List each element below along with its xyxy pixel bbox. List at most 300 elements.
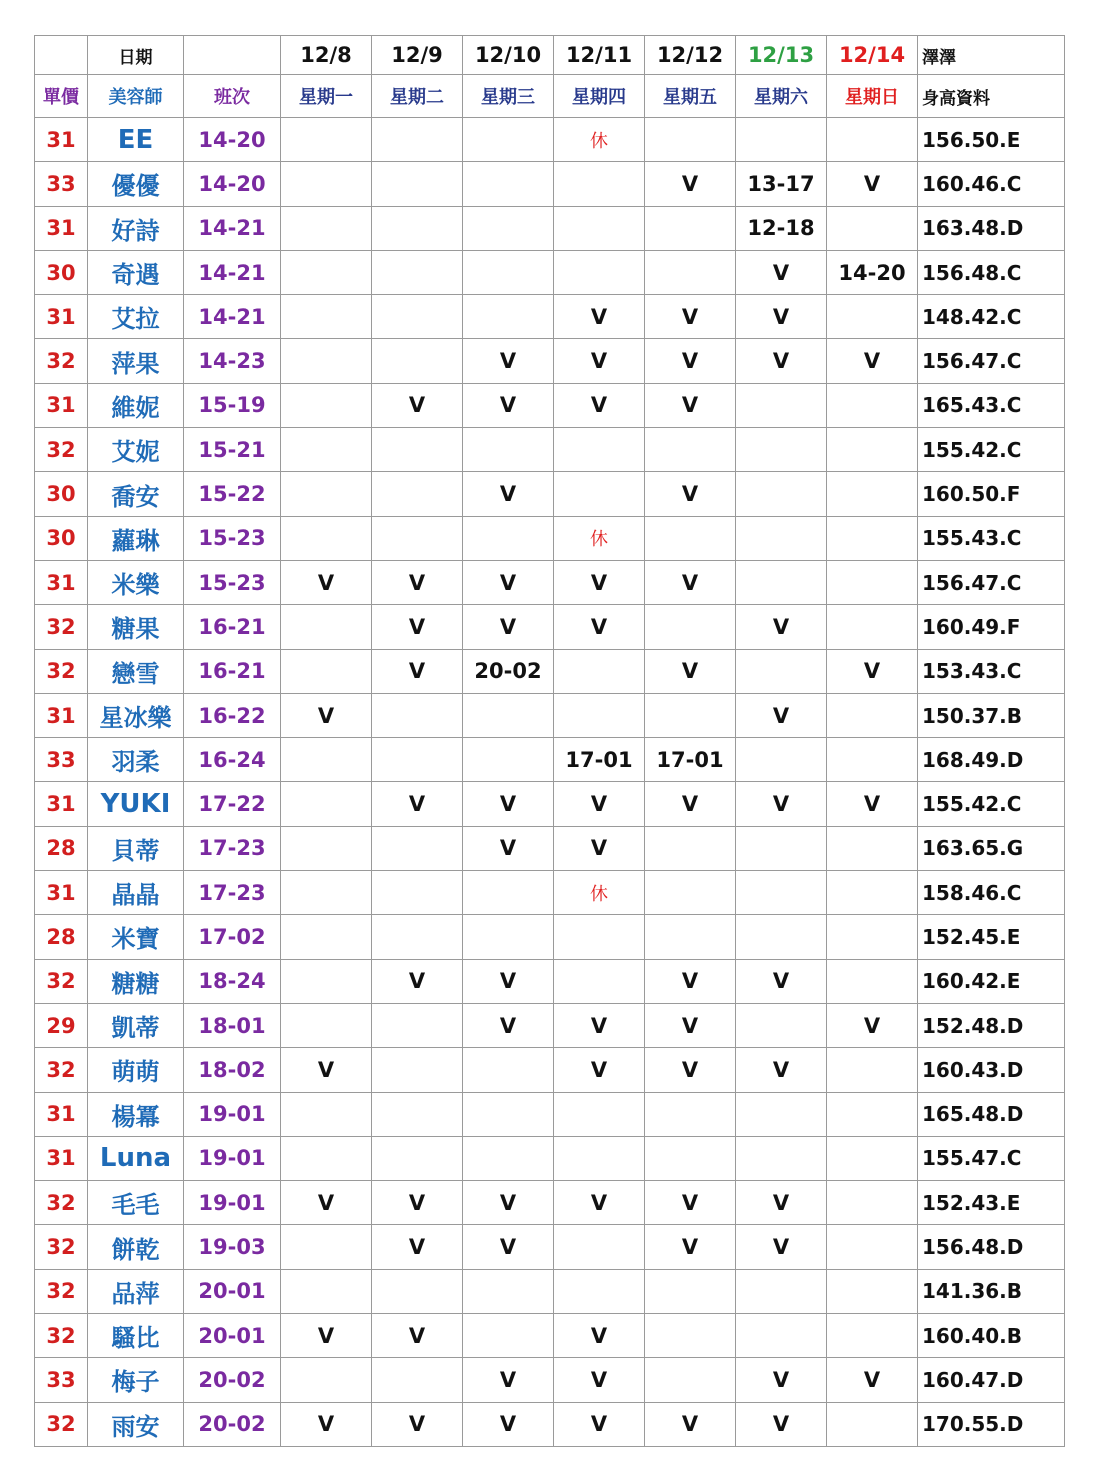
day-cell: V bbox=[281, 1181, 372, 1225]
stats-cell: 160.47.D bbox=[918, 1358, 1065, 1402]
stylist-name: 優優 bbox=[88, 162, 184, 206]
day-cell bbox=[463, 1269, 554, 1313]
stylist-name: 米樂 bbox=[88, 560, 184, 604]
table-row bbox=[35, 1181, 1065, 1225]
shift-cell: 16-22 bbox=[184, 693, 281, 737]
day-cell bbox=[372, 1269, 463, 1313]
table-row bbox=[35, 959, 1065, 1003]
stats-cell: 163.65.G bbox=[918, 826, 1065, 870]
shift-cell: 16-21 bbox=[184, 605, 281, 649]
day-cell bbox=[827, 915, 918, 959]
day-cell bbox=[827, 295, 918, 339]
day-cell bbox=[463, 1136, 554, 1180]
day-cell: V bbox=[281, 693, 372, 737]
table-row bbox=[35, 472, 1065, 516]
shift-cell: 17-23 bbox=[184, 826, 281, 870]
day-cell bbox=[645, 250, 736, 294]
date-header: 12/8 bbox=[281, 36, 372, 75]
day-cell bbox=[827, 1136, 918, 1180]
day-off-cell: 休 bbox=[554, 118, 645, 162]
price-cell: 31 bbox=[35, 693, 88, 737]
day-cell bbox=[463, 693, 554, 737]
manager-name: 澤澤 bbox=[918, 36, 1065, 75]
day-cell bbox=[827, 383, 918, 427]
stylist-name: 羽柔 bbox=[88, 738, 184, 782]
day-cell bbox=[645, 1136, 736, 1180]
day-cell bbox=[645, 693, 736, 737]
day-cell bbox=[281, 738, 372, 782]
price-cell: 32 bbox=[35, 1269, 88, 1313]
corner-cell bbox=[35, 36, 88, 75]
stats-cell: 160.49.F bbox=[918, 605, 1065, 649]
shift-cell: 14-23 bbox=[184, 339, 281, 383]
day-cell: V bbox=[827, 782, 918, 826]
price-cell: 31 bbox=[35, 1136, 88, 1180]
day-cell bbox=[372, 1092, 463, 1136]
day-cell: V bbox=[372, 649, 463, 693]
day-cell bbox=[372, 428, 463, 472]
shift-cell: 15-21 bbox=[184, 428, 281, 472]
stylist-name: 騷比 bbox=[88, 1314, 184, 1358]
day-cell bbox=[281, 339, 372, 383]
schedule-table bbox=[34, 35, 1065, 1447]
day-cell: V bbox=[463, 959, 554, 1003]
day-cell bbox=[645, 206, 736, 250]
day-cell bbox=[736, 472, 827, 516]
day-cell bbox=[645, 605, 736, 649]
stats-cell: 158.46.C bbox=[918, 871, 1065, 915]
shift-cell: 17-22 bbox=[184, 782, 281, 826]
stats-cell: 160.50.F bbox=[918, 472, 1065, 516]
table-row bbox=[35, 693, 1065, 737]
day-cell bbox=[645, 1314, 736, 1358]
day-cell bbox=[554, 959, 645, 1003]
day-cell: V bbox=[372, 1402, 463, 1446]
day-cell bbox=[827, 605, 918, 649]
day-cell: V bbox=[463, 826, 554, 870]
day-cell: 13-17 bbox=[736, 162, 827, 206]
shift-cell: 14-21 bbox=[184, 250, 281, 294]
price-cell: 32 bbox=[35, 1225, 88, 1269]
stylist-name: 喬安 bbox=[88, 472, 184, 516]
day-cell bbox=[736, 383, 827, 427]
price-cell: 32 bbox=[35, 1402, 88, 1446]
day-cell: V bbox=[554, 1402, 645, 1446]
shift-column-header: 班次 bbox=[184, 75, 281, 118]
stats-cell: 156.48.C bbox=[918, 250, 1065, 294]
stats-cell: 155.42.C bbox=[918, 428, 1065, 472]
price-cell: 28 bbox=[35, 915, 88, 959]
day-cell: V bbox=[372, 605, 463, 649]
day-cell bbox=[281, 516, 372, 560]
stylist-name: 蘿琳 bbox=[88, 516, 184, 560]
day-cell: V bbox=[372, 560, 463, 604]
day-cell: V bbox=[645, 1402, 736, 1446]
day-cell: V bbox=[372, 959, 463, 1003]
day-cell bbox=[281, 915, 372, 959]
day-cell: V bbox=[372, 383, 463, 427]
day-cell: V bbox=[736, 693, 827, 737]
day-cell bbox=[827, 206, 918, 250]
shift-cell: 18-24 bbox=[184, 959, 281, 1003]
day-cell bbox=[736, 1269, 827, 1313]
day-cell bbox=[827, 472, 918, 516]
day-cell bbox=[736, 649, 827, 693]
table-row bbox=[35, 871, 1065, 915]
price-cell: 32 bbox=[35, 1048, 88, 1092]
day-cell: V bbox=[372, 1225, 463, 1269]
price-cell: 31 bbox=[35, 118, 88, 162]
table-row bbox=[35, 560, 1065, 604]
day-cell bbox=[827, 1225, 918, 1269]
day-cell bbox=[645, 428, 736, 472]
day-cell bbox=[372, 693, 463, 737]
day-cell: V bbox=[645, 649, 736, 693]
day-cell: V bbox=[281, 560, 372, 604]
stylist-name: 品萍 bbox=[88, 1269, 184, 1313]
day-cell bbox=[554, 693, 645, 737]
day-cell bbox=[827, 560, 918, 604]
day-cell bbox=[281, 1003, 372, 1047]
day-cell bbox=[827, 118, 918, 162]
day-cell bbox=[372, 206, 463, 250]
stats-cell: 155.47.C bbox=[918, 1136, 1065, 1180]
day-cell bbox=[827, 1269, 918, 1313]
table-row bbox=[35, 295, 1065, 339]
stats-cell: 152.45.E bbox=[918, 915, 1065, 959]
day-cell bbox=[827, 1402, 918, 1446]
day-cell: V bbox=[736, 1358, 827, 1402]
day-cell: V bbox=[554, 339, 645, 383]
stats-cell: 170.55.D bbox=[918, 1402, 1065, 1446]
day-cell bbox=[554, 162, 645, 206]
price-cell: 33 bbox=[35, 738, 88, 782]
day-cell bbox=[281, 428, 372, 472]
day-cell bbox=[372, 295, 463, 339]
day-cell bbox=[463, 295, 554, 339]
day-cell: V bbox=[463, 383, 554, 427]
stats-cell: 148.42.C bbox=[918, 295, 1065, 339]
stats-cell: 156.50.E bbox=[918, 118, 1065, 162]
stylist-name: 星冰樂 bbox=[88, 693, 184, 737]
stats-cell: 150.37.B bbox=[918, 693, 1065, 737]
day-cell: V bbox=[463, 560, 554, 604]
day-cell: V bbox=[554, 1314, 645, 1358]
price-cell: 32 bbox=[35, 959, 88, 1003]
day-cell bbox=[372, 915, 463, 959]
table-row bbox=[35, 1048, 1065, 1092]
stats-cell: 160.43.D bbox=[918, 1048, 1065, 1092]
weekday-header: 星期六 bbox=[736, 75, 827, 118]
table-row bbox=[35, 516, 1065, 560]
day-cell bbox=[281, 162, 372, 206]
price-cell: 29 bbox=[35, 1003, 88, 1047]
date-label: 日期 bbox=[88, 36, 184, 75]
day-cell bbox=[372, 1003, 463, 1047]
day-cell bbox=[463, 250, 554, 294]
stylist-name: 楊冪 bbox=[88, 1092, 184, 1136]
day-cell: V bbox=[827, 649, 918, 693]
day-cell bbox=[372, 516, 463, 560]
day-cell bbox=[463, 915, 554, 959]
day-cell bbox=[281, 250, 372, 294]
weekday-header: 星期二 bbox=[372, 75, 463, 118]
stats-cell: 156.47.C bbox=[918, 339, 1065, 383]
shift-cell: 15-19 bbox=[184, 383, 281, 427]
day-cell bbox=[463, 428, 554, 472]
price-cell: 32 bbox=[35, 339, 88, 383]
day-cell bbox=[554, 649, 645, 693]
day-cell bbox=[281, 1269, 372, 1313]
day-cell bbox=[554, 250, 645, 294]
day-cell bbox=[281, 649, 372, 693]
price-cell: 30 bbox=[35, 472, 88, 516]
day-cell: V bbox=[463, 1181, 554, 1225]
stats-cell: 160.42.E bbox=[918, 959, 1065, 1003]
day-cell bbox=[736, 118, 827, 162]
day-cell: V bbox=[736, 1181, 827, 1225]
stats-cell: 165.48.D bbox=[918, 1092, 1065, 1136]
table-row bbox=[35, 605, 1065, 649]
day-cell: V bbox=[645, 560, 736, 604]
date-header-sunday: 12/14 bbox=[827, 36, 918, 75]
day-cell bbox=[372, 162, 463, 206]
day-cell bbox=[554, 1136, 645, 1180]
price-cell: 33 bbox=[35, 162, 88, 206]
day-cell bbox=[645, 1358, 736, 1402]
day-cell: V bbox=[554, 1358, 645, 1402]
day-cell bbox=[281, 118, 372, 162]
day-cell: V bbox=[554, 605, 645, 649]
day-cell: 14-20 bbox=[827, 250, 918, 294]
table-row bbox=[35, 206, 1065, 250]
day-cell bbox=[372, 1136, 463, 1180]
stylist-name: 毛毛 bbox=[88, 1181, 184, 1225]
table-row bbox=[35, 162, 1065, 206]
day-cell: V bbox=[554, 826, 645, 870]
stats-cell: 152.48.D bbox=[918, 1003, 1065, 1047]
price-cell: 30 bbox=[35, 516, 88, 560]
day-cell bbox=[463, 516, 554, 560]
shift-cell: 17-02 bbox=[184, 915, 281, 959]
day-cell: V bbox=[645, 383, 736, 427]
price-cell: 31 bbox=[35, 560, 88, 604]
day-cell: V bbox=[463, 1402, 554, 1446]
day-cell: V bbox=[463, 1225, 554, 1269]
weekday-header: 星期四 bbox=[554, 75, 645, 118]
stats-cell: 168.49.D bbox=[918, 738, 1065, 782]
price-cell: 31 bbox=[35, 206, 88, 250]
day-cell bbox=[645, 871, 736, 915]
table-row bbox=[35, 383, 1065, 427]
day-cell bbox=[463, 738, 554, 782]
day-cell bbox=[554, 428, 645, 472]
day-cell: V bbox=[372, 1314, 463, 1358]
table-row bbox=[35, 1402, 1065, 1446]
table-row bbox=[35, 1136, 1065, 1180]
day-cell bbox=[281, 871, 372, 915]
day-cell: V bbox=[554, 1048, 645, 1092]
table-row bbox=[35, 118, 1065, 162]
stats-cell: 156.48.D bbox=[918, 1225, 1065, 1269]
day-cell bbox=[281, 472, 372, 516]
stylist-name: YUKI bbox=[88, 782, 184, 826]
table-row bbox=[35, 339, 1065, 383]
day-cell bbox=[463, 1092, 554, 1136]
stylist-name: 萌萌 bbox=[88, 1048, 184, 1092]
price-cell: 31 bbox=[35, 295, 88, 339]
shift-cell: 16-21 bbox=[184, 649, 281, 693]
shift-cell: 20-02 bbox=[184, 1402, 281, 1446]
day-cell bbox=[554, 206, 645, 250]
stylist-name: 艾拉 bbox=[88, 295, 184, 339]
day-cell bbox=[463, 1314, 554, 1358]
day-cell: V bbox=[645, 959, 736, 1003]
table-row bbox=[35, 826, 1065, 870]
day-cell bbox=[281, 782, 372, 826]
stats-column-header: 身高資料 bbox=[918, 75, 1065, 118]
day-cell bbox=[827, 693, 918, 737]
day-cell bbox=[463, 206, 554, 250]
day-cell: V bbox=[736, 605, 827, 649]
day-cell bbox=[736, 738, 827, 782]
day-cell: V bbox=[554, 1003, 645, 1047]
shift-cell: 17-23 bbox=[184, 871, 281, 915]
day-cell bbox=[736, 915, 827, 959]
weekday-header-sunday: 星期日 bbox=[827, 75, 918, 118]
day-cell bbox=[281, 1225, 372, 1269]
stats-cell: 155.43.C bbox=[918, 516, 1065, 560]
price-cell: 31 bbox=[35, 1092, 88, 1136]
day-cell: V bbox=[645, 162, 736, 206]
day-cell: V bbox=[645, 339, 736, 383]
table-row bbox=[35, 1003, 1065, 1047]
day-cell bbox=[827, 1092, 918, 1136]
shift-cell: 19-03 bbox=[184, 1225, 281, 1269]
day-cell bbox=[372, 472, 463, 516]
stylist-name: 餅乾 bbox=[88, 1225, 184, 1269]
date-header: 12/9 bbox=[372, 36, 463, 75]
shift-cell: 19-01 bbox=[184, 1136, 281, 1180]
day-cell: V bbox=[463, 472, 554, 516]
table-row bbox=[35, 738, 1065, 782]
day-cell: V bbox=[736, 782, 827, 826]
stats-cell: 153.43.C bbox=[918, 649, 1065, 693]
day-cell: V bbox=[645, 1003, 736, 1047]
price-cell: 32 bbox=[35, 1181, 88, 1225]
day-cell bbox=[827, 871, 918, 915]
day-cell: V bbox=[372, 782, 463, 826]
weekday-header: 星期五 bbox=[645, 75, 736, 118]
day-cell bbox=[645, 915, 736, 959]
day-cell: V bbox=[736, 1225, 827, 1269]
day-cell: V bbox=[645, 782, 736, 826]
day-cell bbox=[554, 1225, 645, 1269]
price-cell: 31 bbox=[35, 871, 88, 915]
day-cell bbox=[281, 383, 372, 427]
stylist-name: 戀雪 bbox=[88, 649, 184, 693]
day-cell bbox=[281, 959, 372, 1003]
day-cell: V bbox=[281, 1314, 372, 1358]
day-cell bbox=[645, 118, 736, 162]
day-cell bbox=[827, 1314, 918, 1358]
table-row bbox=[35, 428, 1065, 472]
day-cell: V bbox=[645, 1181, 736, 1225]
day-cell bbox=[281, 1092, 372, 1136]
header-row-dates bbox=[35, 36, 1065, 75]
price-column-header: 單價 bbox=[35, 75, 88, 118]
day-cell: V bbox=[554, 782, 645, 826]
day-cell: V bbox=[645, 295, 736, 339]
day-cell bbox=[736, 516, 827, 560]
shift-cell: 14-21 bbox=[184, 295, 281, 339]
day-cell bbox=[554, 1269, 645, 1313]
price-cell: 32 bbox=[35, 605, 88, 649]
shift-cell: 20-02 bbox=[184, 1358, 281, 1402]
blank-header-cell bbox=[184, 36, 281, 75]
day-cell bbox=[736, 1314, 827, 1358]
day-cell: V bbox=[463, 1358, 554, 1402]
table-row bbox=[35, 915, 1065, 959]
stylist-name: 糖果 bbox=[88, 605, 184, 649]
day-cell bbox=[645, 826, 736, 870]
day-cell bbox=[372, 871, 463, 915]
day-cell bbox=[463, 871, 554, 915]
day-cell bbox=[372, 339, 463, 383]
day-cell: V bbox=[463, 605, 554, 649]
weekday-header: 星期三 bbox=[463, 75, 554, 118]
price-cell: 32 bbox=[35, 428, 88, 472]
day-cell bbox=[736, 1136, 827, 1180]
stats-cell: 156.47.C bbox=[918, 560, 1065, 604]
day-cell: V bbox=[281, 1048, 372, 1092]
table-row bbox=[35, 649, 1065, 693]
day-cell bbox=[645, 516, 736, 560]
price-cell: 30 bbox=[35, 250, 88, 294]
day-cell bbox=[372, 1358, 463, 1402]
day-cell bbox=[463, 162, 554, 206]
table-row bbox=[35, 1225, 1065, 1269]
day-cell bbox=[827, 959, 918, 1003]
day-cell bbox=[827, 1048, 918, 1092]
stats-cell: 160.46.C bbox=[918, 162, 1065, 206]
day-cell bbox=[827, 516, 918, 560]
stylist-name: 梅子 bbox=[88, 1358, 184, 1402]
stats-cell: 163.48.D bbox=[918, 206, 1065, 250]
day-cell bbox=[827, 428, 918, 472]
shift-cell: 14-21 bbox=[184, 206, 281, 250]
shift-cell: 15-23 bbox=[184, 560, 281, 604]
day-cell bbox=[736, 560, 827, 604]
day-cell: 12-18 bbox=[736, 206, 827, 250]
shift-cell: 18-01 bbox=[184, 1003, 281, 1047]
day-cell bbox=[554, 1092, 645, 1136]
stats-cell: 155.42.C bbox=[918, 782, 1065, 826]
day-cell: V bbox=[645, 1225, 736, 1269]
table-row bbox=[35, 1314, 1065, 1358]
day-cell: V bbox=[736, 339, 827, 383]
stylist-name: 奇遇 bbox=[88, 250, 184, 294]
date-header: 12/11 bbox=[554, 36, 645, 75]
stylist-name: 萍果 bbox=[88, 339, 184, 383]
day-cell bbox=[645, 1269, 736, 1313]
shift-cell: 18-02 bbox=[184, 1048, 281, 1092]
stylist-name: 米寶 bbox=[88, 915, 184, 959]
day-cell: V bbox=[372, 1181, 463, 1225]
day-cell bbox=[463, 118, 554, 162]
day-cell: V bbox=[736, 1048, 827, 1092]
day-cell: V bbox=[827, 1358, 918, 1402]
